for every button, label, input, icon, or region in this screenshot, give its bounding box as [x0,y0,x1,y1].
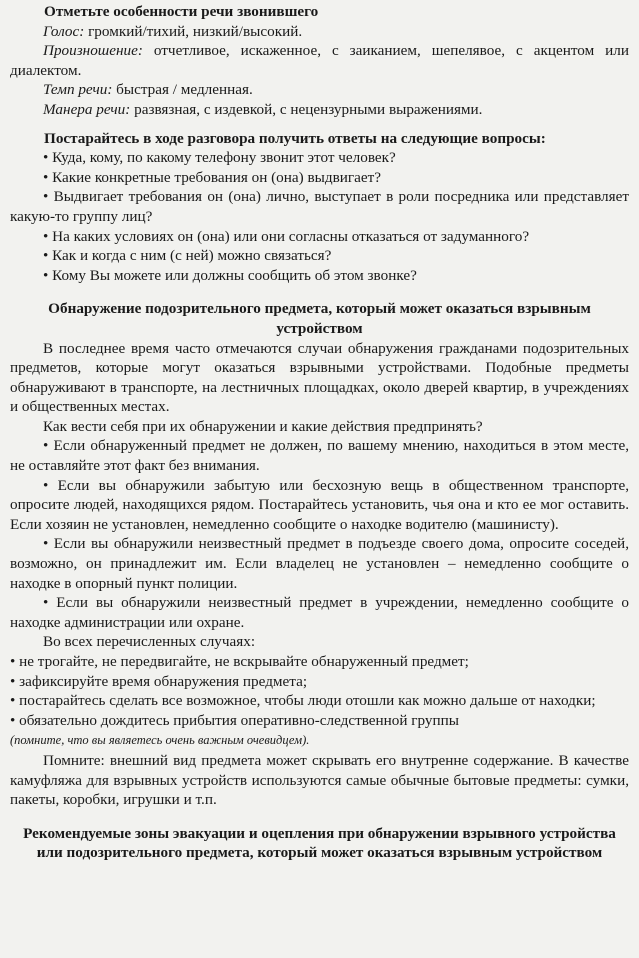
tempo-line: Темп речи: быстрая / медленная. [43,81,253,99]
question-item: • Куда, кому, по какому телефону звонит этот человек? [43,149,396,167]
question-paragraph: Как вести себя при их обнаружении и какие действия предпринять? [43,417,483,435]
intro-paragraph: В последнее время часто отмечаются случаи обнаружения гражданами подозрительных предметов, которые могут оказаться взрывными устройствами. Подобные предметы обнаруживают в транспорте, на лестничных площадках, около дверей квартир, в учреждениях и общественных местах. [10,339,629,416]
evacuation-zones-heading: Рекомендуемые зоны эвакуации и оцепления при обнаружении взрывного устройства или подозрительного предмета, который может оказаться взрывным устройством [23,824,616,862]
action-item: • постарайтесь сделать все возможное, чтобы люди отошли как можно дальше от находки; [10,692,596,710]
voice-line: Голос: громкий/тихий, низкий/высокий. [43,22,303,40]
bullet-paragraph: • Если вы обнаружили неизвестный предмет в подъезде своего дома, опросите соседей, возможно, он принадлежит им. Если владелец не установлен – немедленно сообщите о находке в опорный пункт полиции. [10,535,629,592]
witness-note: (помните, что вы являетесь очень важным очевидцем). [10,733,310,748]
question-item: • Выдвигает требования он (она) лично, выступает в роли посредника или представляет какую-то группу лиц? [10,188,629,225]
action-item: • зафиксируйте время обнаружения предмета; [10,672,308,690]
question-item: • Какие конкретные требования он (она) выдвигает? [43,168,381,186]
bullet-paragraph: • Если обнаруженный предмет не должен, по вашему мнению, находиться в этом месте, не оставляйте этот факт без внимания. [10,437,629,475]
action-item: • не трогайте, не передвигайте, не вскрывайте обнаруженный предмет; [10,653,469,670]
suspicious-object-heading: Обнаружение подозрительного предмета, который может оказаться взрывным устройством [48,300,591,337]
question-item: • Как и когда с ним (с ней) можно связаться? [43,247,332,265]
question-item: • На каких условиях он (она) или они согласны отказаться от задуманного? [43,227,530,245]
all-cases-paragraph: Во всех перечисленных случаях: [43,633,256,651]
bullet-paragraph: • Если вы обнаружили забытую или бесхозную вещь в общественном транспорте, опросите людей, находящихся рядом. Постарайтесь установить, чья она и кто ее мог оставить. Если хозяин не установлен, немедленно сообщите о находке водителю (машинисту). [10,476,629,533]
manner-line: Манера речи: развязная, с издевкой, с нецензурными выражениями. [43,100,483,118]
remember-paragraph: Помните: внешний вид предмета может скрывать его внутренне содержание. В качестве камуфляжа для взрывных устройств используются самые обычные бытовые предметы: сумки, пакеты, коробки, игрушки и т.п. [10,751,629,809]
question-item: • Кому Вы можете или должны сообщить об этом звонке? [43,266,417,284]
bullet-paragraph: • Если вы обнаружили неизвестный предмет в учреждении, немедленно сообщите о находке администрации или охране. [10,594,629,631]
questions-heading: Постарайтесь в ходе разговора получить ответы на следующие вопросы: [44,129,546,147]
action-item: • обязательно дождитесь прибытия оперативно-следственной группы (помните, что вы являетесь очень важным очевидцем). [10,711,459,748]
speech-features-heading: Отметьте особенности речи звонившего [44,3,319,20]
pronunciation-line: Произношение: отчетливое, искаженное, с заиканием, шепелявое, с акцентом или диалектом. [10,42,629,79]
